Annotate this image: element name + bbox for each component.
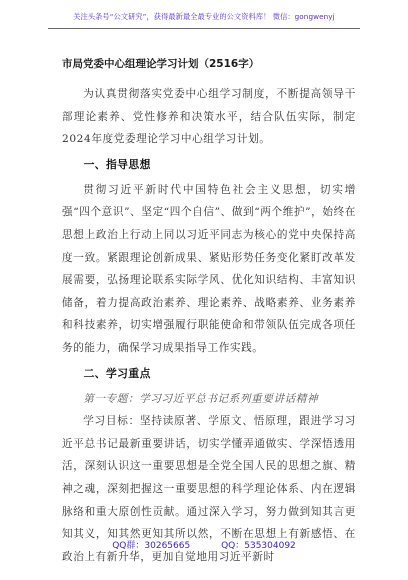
footer-contacts	[0, 538, 408, 551]
footer-qq-contact: QQ：535304092	[221, 541, 296, 551]
topic-one-heading: 第一专题：学习习近平总书记系列重要讲话精神	[83, 392, 319, 405]
section-heading-guiding-ideology: 一、指导思想	[83, 157, 151, 171]
intro-paragraph: 为认真贯彻落实党委中心组学习制度，不断提高领导干部理论素养、党性修养和决策水平，结合队伍实际，制定2024年度党委理论学习中心组学习计划。	[62, 88, 356, 146]
header-divider	[48, 28, 360, 29]
section-heading-study-focus: 二、学习重点	[83, 366, 151, 380]
topic-one-goal-paragraph: 学习目标：坚持读原著、学原文、悟原理，跟进学习习近平总书记最新重要讲话，切实学懂弄通做实、学深悟透用活，深刻认识这一重要思想是全党全国人民的思想之旗、精神之魂，深刻把握这一重要思想的科学理论体系、内在逻辑脉络和重大原创性贡献。通过深入学习，努力做到知其言更知其义，知其然更知其所以然，不断在思想上有新感悟、在政治上有新升华，更加自觉地用习近平新时	[62, 415, 356, 563]
header-banner: 关注头条号“公文研究”，获得最新最全最专业的公文资料库！ 微信：gongwenyj	[73, 12, 335, 21]
document-title: 市局党委中心组理论学习计划（2516字）	[62, 58, 260, 70]
document-body	[62, 48, 356, 568]
footer-qq-group: QQ群：30265665	[112, 541, 191, 551]
guiding-ideology-paragraph: 贯彻习近平新时代中国特色社会主义思想，切实增强“四个意识”、坚定“四个自信”、做到“两个维护”，始终在思想上政治上行动上同以习近平同志为核心的党中央保持高度一致。紧跟理论创新成果、紧贴形势任务变化紧盯改革发展需要，弘扬理论联系实际学风、优化知识结构、丰富知识储备，着力提高政治素养、理论素养、战略素养、业务素养和科技素养，切实增强履行职能使命和带领队伍完成各项任务的能力，确保学习成果指导工作实践。	[62, 183, 356, 354]
